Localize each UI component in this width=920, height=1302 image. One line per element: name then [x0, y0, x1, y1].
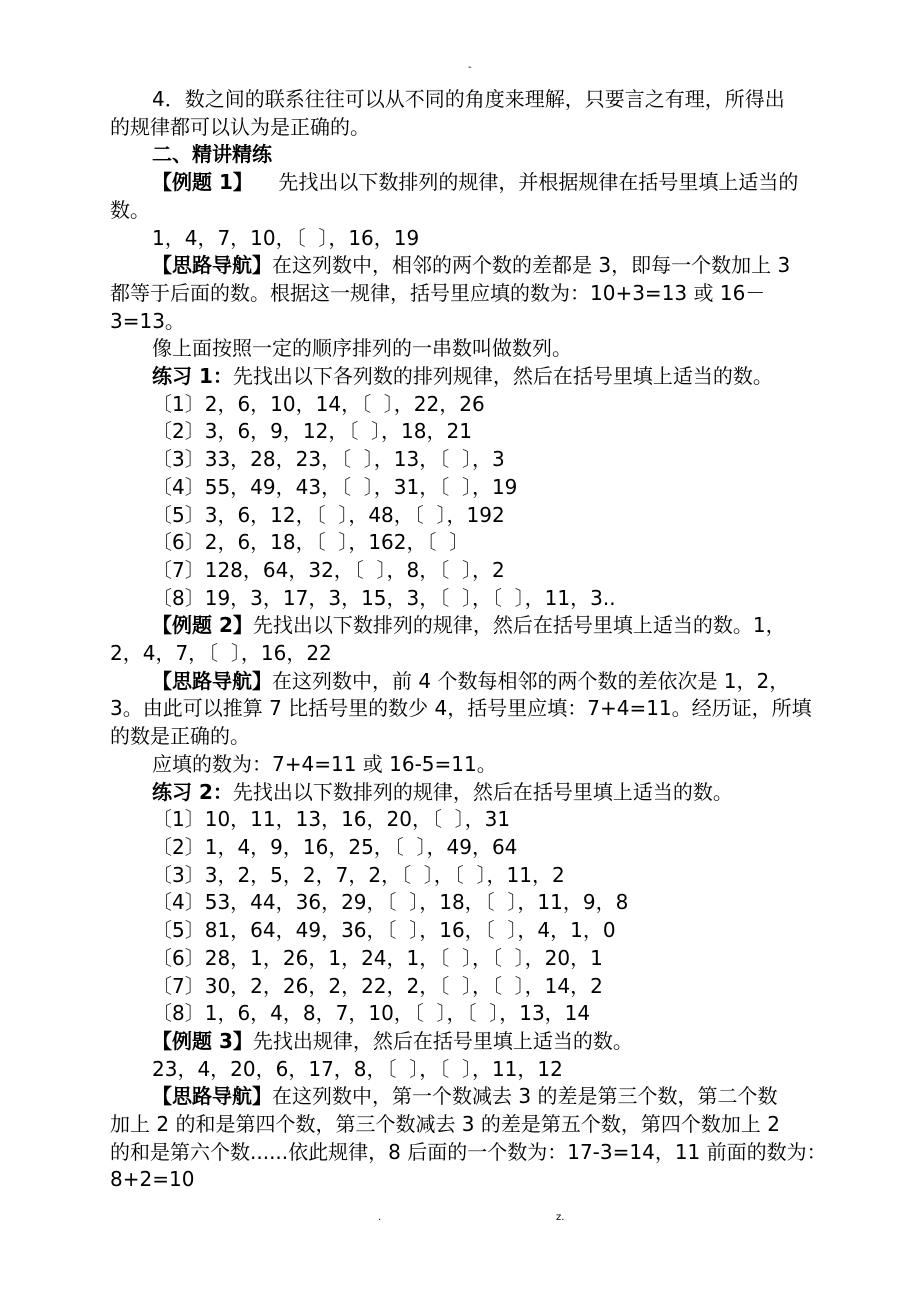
bold-label: 【例题 2】	[152, 613, 253, 638]
text-line	[110, 695, 840, 723]
text-line	[110, 86, 840, 114]
text-line	[110, 973, 840, 1001]
text-line	[110, 502, 840, 530]
text-line	[110, 335, 840, 363]
bold-label: 【例题 3】	[152, 1028, 253, 1053]
line-text: 〔3〕3，2，5，2，7，2，〔 〕，〔 〕，11，2	[152, 862, 565, 887]
text-line	[110, 1111, 840, 1139]
text-line	[110, 751, 840, 779]
line-text: 2，4，7，〔 〕，16，22	[110, 641, 332, 666]
text-line	[110, 834, 840, 862]
bold-label: 练习 1：	[152, 364, 233, 389]
text-line	[110, 917, 840, 945]
bold-label: 【思路导航】	[152, 668, 272, 693]
line-text: 在这列数中，前 4 个数每相邻的两个数的差依次是 1，2，	[272, 668, 790, 693]
text-line	[110, 557, 840, 585]
document-body	[110, 86, 840, 1194]
text-line	[110, 612, 840, 640]
line-text: 都等于后面的数。根据这一规律，括号里应填的数为：10+3=13 或 16－	[110, 280, 766, 305]
text-line	[110, 308, 840, 336]
line-text: 〔6〕28，1，26，1，24，1，〔 〕，〔 〕，20，1	[152, 945, 603, 970]
bold-label: 【思路导航】	[152, 253, 272, 278]
text-line	[110, 169, 840, 197]
line-text: 〔2〕3，6，9，12，〔 〕，18，21	[152, 419, 472, 444]
text-line	[110, 1028, 840, 1056]
line-text: 〔4〕55，49，43，〔 〕，31，〔 〕，19	[152, 474, 518, 499]
line-text: 〔4〕53，44，36，29，〔 〕，18，〔 〕，11，9，8	[152, 890, 629, 915]
bold-label: 练习 2：	[152, 779, 233, 804]
line-text: 〔5〕3，6，12，〔 〕，48，〔 〕，192	[152, 502, 505, 527]
text-line	[110, 197, 840, 225]
text-line	[110, 114, 840, 142]
text-line	[110, 1139, 840, 1167]
line-text: 〔8〕19，3，17，3，15，3，〔 〕，〔 〕，11，3..	[152, 585, 616, 610]
text-line	[110, 363, 840, 391]
text-line	[110, 668, 840, 696]
text-line	[110, 1000, 840, 1028]
line-text: 23，4，20，6，17，8，〔 〕，〔 〕，11，12	[152, 1056, 563, 1081]
line-text: 〔2〕1，4，9，16，25，〔 〕，49，64	[152, 834, 518, 859]
line-text: 4．数之间的联系往往可以从不同的角度来理解，只要言之有理，所得出	[152, 87, 785, 111]
bold-label: 【思路导航】	[152, 1084, 272, 1109]
line-text: 3=13。	[110, 308, 185, 333]
line-text: 〔5〕81，64，49，36，〔 〕，16，〔 〕，4，1，0	[152, 918, 616, 943]
text-line	[110, 280, 840, 308]
footer-right-mark: z.	[556, 1212, 565, 1223]
line-text: 的数是正确的。	[110, 724, 250, 749]
line-text: 在这列数中，相邻的两个数的差都是 3，即每一个数加上 3	[272, 253, 791, 278]
line-text: 的和是第六个数......依此规律，8 后面的一个数为：17-3=14，11 前面的数为：	[110, 1139, 827, 1164]
text-line	[110, 1056, 840, 1084]
line-text: 在这列数中，第一个数减去 3 的差是第三个数，第二个数	[272, 1084, 778, 1109]
line-text: 的规律都可以认为是正确的。	[110, 114, 370, 139]
line-text: 先找出以下数排列的规律，然后在括号里填上适当的数。	[232, 779, 733, 804]
text-line	[110, 585, 840, 613]
text-line	[110, 474, 840, 502]
text-line	[110, 225, 840, 253]
text-line	[110, 391, 840, 419]
text-line	[110, 252, 840, 280]
text-line	[110, 1166, 840, 1194]
line-text: 〔7〕128，64，32，〔 〕，8，〔 〕，2	[152, 557, 505, 582]
text-line	[110, 945, 840, 973]
line-text: 3。由此可以推算 7 比括号里的数少 4，括号里应填：7+4=11。经历证，所填	[110, 696, 812, 721]
line-text: 像上面按照一定的顺序排列的一串数叫做数列。	[152, 336, 572, 361]
line-text: 加上 2 的和是第四个数，第三个数减去 3 的差是第五个数，第四个数加上 2	[110, 1112, 780, 1137]
line-text: 先找出以下数排列的规律，并根据规律在括号里填上适当的	[252, 170, 799, 195]
line-text: 〔3〕33，28，23，〔 〕，13，〔 〕，3	[152, 447, 505, 472]
line-text: 1，4，7，10，〔 〕，16，19	[152, 225, 420, 250]
line-text: 数。	[110, 197, 150, 222]
text-line	[110, 418, 840, 446]
text-line	[110, 889, 840, 917]
text-line	[110, 640, 840, 668]
line-text: 〔6〕2，6，18，〔 〕，162，〔 〕	[152, 530, 470, 555]
text-line	[110, 723, 840, 751]
line-text: 先找出规律，然后在括号里填上适当的数。	[252, 1028, 633, 1053]
line-text: 〔7〕30，2，26，2，22，2，〔 〕，〔 〕，14，2	[152, 973, 603, 998]
text-line	[110, 806, 840, 834]
footer-left-mark: .	[378, 1212, 382, 1223]
line-text: 〔8〕1，6，4，8，7，10，〔 〕，〔 〕，13，14	[152, 1001, 591, 1026]
line-text: 先找出以下各列数的排列规律，然后在括号里填上适当的数。	[232, 364, 773, 389]
line-text: 应填的数为：7+4=11 或 16-5=11。	[152, 751, 497, 776]
line-text: 〔1〕10，11，13，16，20，〔 〕，31	[152, 807, 511, 832]
text-line	[110, 529, 840, 557]
page-header-mark: -	[468, 62, 472, 73]
line-text: 8+2=10	[110, 1167, 195, 1192]
bold-label: 【例题 1】	[152, 170, 253, 195]
bold-label: 二、精讲精练	[152, 142, 272, 167]
text-line	[110, 1083, 840, 1111]
text-line	[110, 141, 840, 169]
text-line	[110, 446, 840, 474]
text-line	[110, 779, 840, 807]
line-text: 先找出以下数排列的规律，然后在括号里填上适当的数。1，	[252, 613, 786, 638]
text-line	[110, 862, 840, 890]
line-text: 〔1〕2，6，10，14，〔 〕，22，26	[152, 391, 485, 416]
